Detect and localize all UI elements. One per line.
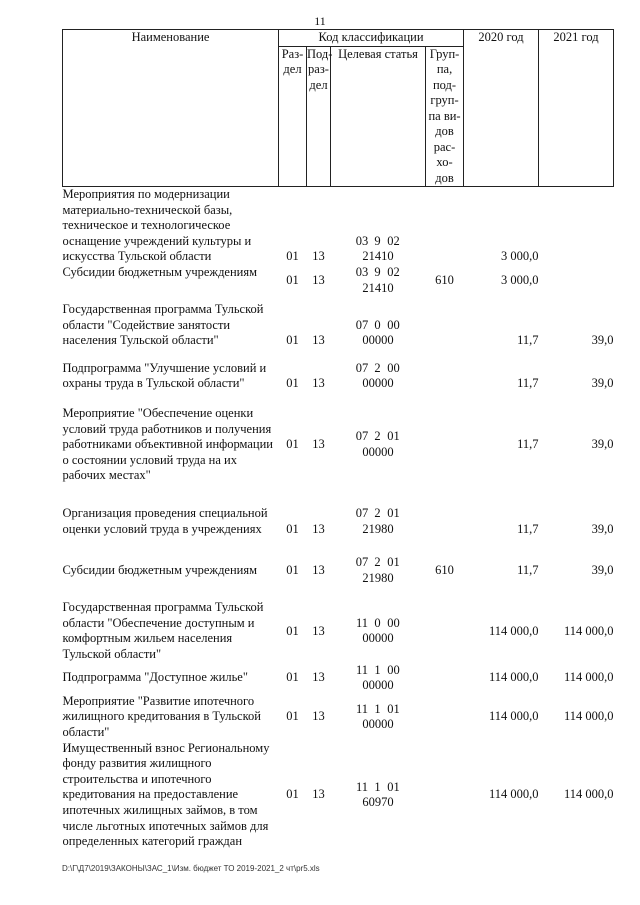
- table-header: [63, 30, 614, 187]
- target-direction: 00000: [362, 717, 394, 732]
- row-2020: 11,7: [517, 333, 539, 348]
- table-row: [63, 406, 614, 484]
- row-razdel: 01: [286, 670, 299, 685]
- row-name: Мероприятие "Обеспечение оценки условий труда работников и получения работниками объективной информации о состоянии условий труда на их рабочих местах": [62, 405, 273, 483]
- target-event: 01: [387, 779, 400, 794]
- row-2020: 11,7: [517, 521, 539, 536]
- row-2020: 3 000,0: [501, 249, 539, 264]
- row-2021: 114 000,0: [563, 623, 614, 638]
- row-target: [331, 694, 426, 741]
- row-2021: 39,0: [591, 562, 614, 577]
- row-target: [331, 302, 426, 349]
- header-2020: 2020 год: [464, 30, 539, 187]
- target-subprogram: 2: [374, 555, 381, 570]
- row-name: Субсидии бюджетным учреждениям: [62, 264, 258, 279]
- row-vid: [426, 694, 464, 741]
- target-event: 00: [387, 360, 400, 375]
- target-subprogram: 9: [374, 265, 381, 280]
- header-podrazdel-line: раз-: [308, 62, 329, 76]
- table-row: [63, 361, 614, 392]
- target-direction: 00000: [362, 678, 394, 693]
- row-vid: [426, 663, 464, 694]
- row-vid: 610: [435, 273, 454, 288]
- row-target: [331, 663, 426, 694]
- header-vid-line: хо-: [436, 155, 453, 169]
- target-direction: 60970: [362, 795, 394, 810]
- row-podrazdel: 13: [312, 709, 325, 724]
- row-razdel: 01: [286, 249, 299, 264]
- row-target: [331, 187, 426, 265]
- row-target: [331, 555, 426, 586]
- row-target: [331, 265, 426, 297]
- target-direction: 21980: [362, 521, 394, 536]
- target-event: 01: [387, 505, 400, 520]
- table-row: [63, 187, 614, 265]
- target-program: 11: [355, 615, 369, 630]
- header-vid-line: па ви-: [428, 108, 461, 123]
- target-subprogram: 2: [374, 505, 381, 520]
- target-direction: 00000: [362, 444, 394, 459]
- row-podrazdel: 13: [312, 521, 325, 536]
- row-2020: 114 000,0: [488, 709, 539, 724]
- header-razdel-line: Раз-: [281, 46, 304, 61]
- target-direction: 21410: [362, 249, 394, 264]
- target-subprogram: 2: [374, 360, 381, 375]
- row-name: Подпрограмма "Улучшение условий и охраны труда в Тульской области": [62, 360, 267, 391]
- header-target: Целевая статья: [331, 46, 426, 187]
- row-name: Имущественный взнос Региональному фонду развития жилищного строительства и ипотечного кредитования на предоставление ипотечных жилищных займов, в том числе льготных ипотечных займов для определенных категорий граждан: [62, 740, 270, 849]
- target-event: 00: [387, 317, 400, 332]
- row-podrazdel: 13: [312, 273, 325, 288]
- row-2021: 39,0: [591, 333, 614, 348]
- row-2021: 39,0: [591, 376, 614, 391]
- header-vid-line: дов: [435, 170, 454, 185]
- target-program: 11: [355, 701, 369, 716]
- target-program: 03: [355, 233, 369, 248]
- row-podrazdel: 13: [312, 333, 325, 348]
- row-target: [331, 506, 426, 537]
- header-vid-line: дов: [435, 124, 454, 138]
- row-razdel: 01: [286, 333, 299, 348]
- row-razdel: 01: [286, 623, 299, 638]
- row-podrazdel: 13: [312, 670, 325, 685]
- row-2020: 11,7: [517, 376, 539, 391]
- file-path-footer: D:\Г\Д7\2019\ЗАКОНЫ\ЗАС_1\Изм. бюджет ТО 2019-2021_2 чт\pr5.xls: [62, 864, 320, 873]
- row-2020: 11,7: [517, 437, 539, 452]
- row-name: Государственная программа Тульской области "Обеспечение доступным и комфортным жильем населения Тульской области": [62, 600, 264, 662]
- target-direction: 00000: [362, 631, 394, 646]
- row-target: [331, 406, 426, 484]
- row-vid: [426, 361, 464, 392]
- header-vid-line: па,: [436, 62, 453, 76]
- row-razdel: 01: [286, 273, 299, 288]
- row-name: Подпрограмма "Доступное жилье": [62, 670, 248, 685]
- header-vid-line: под-: [432, 77, 457, 92]
- row-razdel: 01: [286, 562, 299, 577]
- table-row: [63, 741, 614, 850]
- header-2021: 2021 год: [539, 30, 614, 187]
- target-subprogram: 1: [374, 701, 381, 716]
- budget-table: [62, 29, 614, 850]
- row-vid: [426, 406, 464, 484]
- row-razdel: 01: [286, 437, 299, 452]
- target-event: 01: [387, 555, 400, 570]
- table-row: [63, 555, 614, 586]
- row-2021: 114 000,0: [563, 787, 614, 802]
- page-number: 11: [314, 14, 326, 28]
- row-2021: [539, 187, 614, 265]
- row-name: Государственная программа Тульской области "Содействие занятости населения Тульской области": [62, 301, 264, 348]
- target-direction: 21410: [362, 280, 394, 295]
- row-name: Мероприятие "Развитие ипотечного жилищного кредитования в Тульской области": [62, 693, 261, 740]
- target-subprogram: 1: [374, 662, 381, 677]
- target-subprogram: 0: [374, 615, 381, 630]
- table-row: [63, 506, 614, 537]
- header-code-group: Код классификации: [279, 30, 464, 47]
- row-2020: 11,7: [517, 562, 539, 577]
- header-vid-line: груп-: [430, 93, 459, 107]
- header-razdel: [279, 46, 307, 187]
- header-podrazdel-line: Под-: [307, 46, 333, 61]
- row-target: [331, 741, 426, 850]
- row-vid: [426, 302, 464, 349]
- row-razdel: 01: [286, 709, 299, 724]
- row-2021: [539, 265, 614, 297]
- header-name: Наименование: [63, 30, 279, 187]
- target-subprogram: 0: [374, 317, 381, 332]
- target-event: 01: [387, 429, 400, 444]
- header-razdel-line: дел: [283, 62, 302, 76]
- target-event: 02: [387, 265, 400, 280]
- row-2021: 114 000,0: [563, 670, 614, 685]
- header-podrazdel: [307, 46, 331, 187]
- target-subprogram: 2: [374, 429, 381, 444]
- row-name: Мероприятия по модернизации материально-технической базы, техническое и технологическое оснащение учреждений культуры и искусства Тульской области: [62, 187, 252, 264]
- row-razdel: 01: [286, 376, 299, 391]
- row-2021: 114 000,0: [563, 709, 614, 724]
- row-podrazdel: 13: [312, 249, 325, 264]
- header-vid-line: рас-: [433, 139, 456, 154]
- row-vid: [426, 741, 464, 850]
- header-podrazdel-line: дел: [309, 77, 328, 92]
- row-vid: [426, 187, 464, 265]
- row-podrazdel: 13: [312, 787, 325, 802]
- row-name: Субсидии бюджетным учреждениям: [62, 562, 258, 577]
- row-2020: 114 000,0: [488, 670, 539, 685]
- target-event: 00: [387, 662, 400, 677]
- row-2021: 39,0: [591, 437, 614, 452]
- row-2020: 114 000,0: [488, 623, 539, 638]
- row-vid: 610: [435, 562, 454, 577]
- table-body: [63, 187, 614, 850]
- row-razdel: 01: [286, 521, 299, 536]
- row-podrazdel: 13: [312, 437, 325, 452]
- target-program: 07: [355, 555, 369, 570]
- target-program: 11: [355, 779, 369, 794]
- table-row: [63, 663, 614, 694]
- target-event: 00: [387, 615, 400, 630]
- target-event: 02: [387, 233, 400, 248]
- target-program: 03: [355, 265, 369, 280]
- row-podrazdel: 13: [312, 562, 325, 577]
- row-podrazdel: 13: [312, 376, 325, 391]
- row-2020: 3 000,0: [501, 273, 539, 288]
- row-vid: [426, 506, 464, 537]
- target-program: 07: [355, 317, 369, 332]
- target-program: 07: [355, 505, 369, 520]
- row-podrazdel: 13: [312, 623, 325, 638]
- row-target: [331, 361, 426, 392]
- row-name: Организация проведения специальной оценки условий труда в учреждениях: [62, 505, 268, 536]
- header-vid-line: Груп-: [429, 46, 460, 61]
- row-2021: 39,0: [591, 521, 614, 536]
- target-direction: 21980: [362, 570, 394, 585]
- target-subprogram: 9: [374, 233, 381, 248]
- target-direction: 00000: [362, 376, 394, 391]
- target-program: 07: [355, 360, 369, 375]
- row-vid: [426, 600, 464, 662]
- target-program: 11: [355, 662, 369, 677]
- header-vid: [426, 46, 464, 187]
- target-subprogram: 1: [374, 779, 381, 794]
- table-row: [63, 265, 614, 297]
- row-razdel: 01: [286, 787, 299, 802]
- row-2020: 114 000,0: [488, 787, 539, 802]
- table-row: [63, 694, 614, 741]
- row-target: [331, 600, 426, 662]
- target-direction: 00000: [362, 333, 394, 348]
- table-row: [63, 600, 614, 662]
- target-program: 07: [355, 429, 369, 444]
- target-event: 01: [387, 701, 400, 716]
- table-row: [63, 302, 614, 349]
